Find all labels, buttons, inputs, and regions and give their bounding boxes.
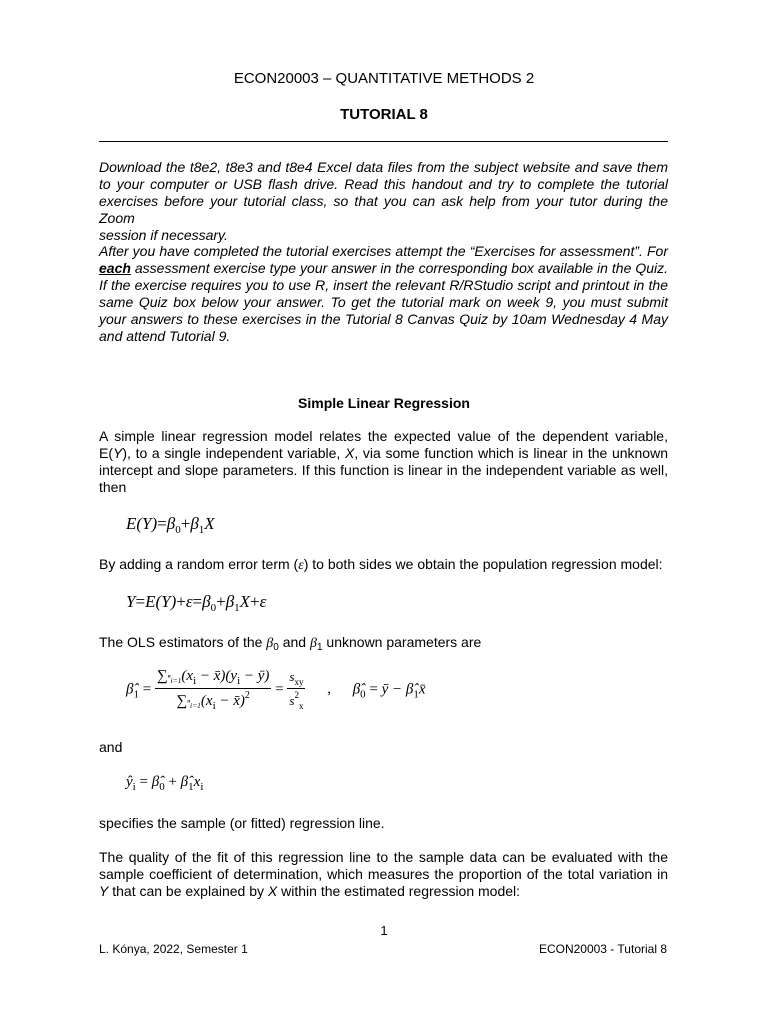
intro-paragraph-1 [99,159,668,244]
body-line: then [99,479,127,495]
text-fragment: ε [298,558,304,573]
body-line: sample coefficient of determination, which measures the proportion of the total variation in [99,866,668,882]
text-fragment: E( [99,445,113,461]
equation-expected-value: $E(Y)=\beta_0+\beta_1X$ [126,514,215,536]
text-fragment: The OLS estimators of the [99,634,267,650]
equation-ols-estimators: $\betâ_1$ = $\frac{\sum^n_{i=1}(x_i - x̄)(y_i - ȳ)}{\sum^n_{i=1}(x_i - x̄)^2}$ = $\frac{s_{xy}}{s^2_x}$ , $\betâ_0$ = ȳ − $\betâ_1x̄$ [126,668,426,712]
intro-p2-line [99,260,668,277]
text-fragment: , via some function which is linear in the unknown [354,445,668,461]
header-divider [99,141,668,142]
course-title: ECON20003 – QUANTITATIVE METHODS 2 [233,70,535,87]
body-paragraph-intro [99,428,668,496]
equation-population-model: $Y=E(Y)+\varepsilon=\beta_0+\beta_1X+\varepsilon$ [126,592,267,614]
intro-p2-line: your answers to these exercises in the Tutorial 8 Canvas Quiz by 10am Wednesday 4 May [99,311,668,327]
body-paragraph-fit-quality [99,849,668,900]
text-fragment: ) to both sides we obtain the population regression model: [303,556,663,572]
body-paragraph-ols [99,634,668,656]
body-paragraph-fitted: specifies the sample (or fitted) regression line. [99,815,385,831]
text-fragment: and [278,634,310,650]
body-line: A simple linear regression model relates the expected value of the dependent variable, [99,428,668,444]
intro-p2-line: If the exercise requires you to use R, insert the relevant R/RStudio script and printout in the [99,277,668,293]
equation-fitted-line: $ŷ_i$ = $\betâ_0$ + $\betâ_1x_i$ [126,774,204,793]
intro-p2-line: same Quiz box below your answer. To get the tutorial mark on week 9, you must submit [99,294,668,310]
text-fragment: X [267,883,278,899]
body-line [99,556,668,574]
intro-p1-line: session if necessary. [99,227,228,243]
intro-p2-line: After you have completed the tutorial exercises attempt the “Exercises for assessment”. For [99,243,668,259]
text-fragment: By adding a random error term ( [99,556,299,572]
text-fragment: that can be explained by [108,883,268,899]
text-fragment: unknown parameters are [322,634,482,650]
fraction: $\frac{s_{xy}}{s^2_x}$ [289,669,304,711]
intro-p2-line: and attend Tutorial 9. [99,328,231,344]
footer-author: L. Kónya, 2022, Semester 1 [99,942,248,956]
text-fragment: within the estimated regression model: [277,883,521,899]
text-fragment: ), to a single independent variable, [122,445,345,461]
page-number: 1 [380,923,388,938]
body-line [99,883,668,900]
tutorial-title: TUTORIAL 8 [340,106,428,123]
intro-p1-line: Download the t8e2, t8e3 and t8e4 Excel data files from the subject website and save them [99,159,668,175]
text-fragment: X [344,445,355,461]
section-heading: Simple Linear Regression [298,395,470,411]
body-line: intercept and slope parameters. If this function is linear in the independent variable as well, [99,462,668,478]
text-fragment: Y [113,445,123,461]
text-fragment: 1 [316,642,323,653]
emphasis-each: each [99,260,131,276]
intro-p2-line-text: assessment exercise type your answer in the corresponding box available in the Quiz. [130,260,668,276]
body-line [99,445,668,462]
text-fragment: Y [99,883,109,899]
text-fragment: β [309,636,317,651]
body-and: and [99,739,123,755]
text-fragment: 0 [273,642,279,653]
intro-p1-line: to your computer or USB flash drive. Read this handout and try to complete the tutorial [99,176,668,192]
fraction: $\frac{\sum^n_{i=1}(x_i - x̄)(y_i - ȳ)}{\sum^n_{i=1}(x_i - x̄)^2}$ [156,668,270,712]
intro-p1-line: exercises before your tutorial class, so that you can ask help from your tutor during the Zoom [99,193,668,226]
body-line: The quality of the fit of this regression line to the sample data can be evaluated with the [99,849,668,865]
text-fragment: β [266,636,274,651]
footer-course: ECON20003 - Tutorial 8 [538,942,667,956]
body-paragraph-error [99,556,668,574]
intro-paragraph-2 [99,243,668,345]
body-line [99,634,668,656]
